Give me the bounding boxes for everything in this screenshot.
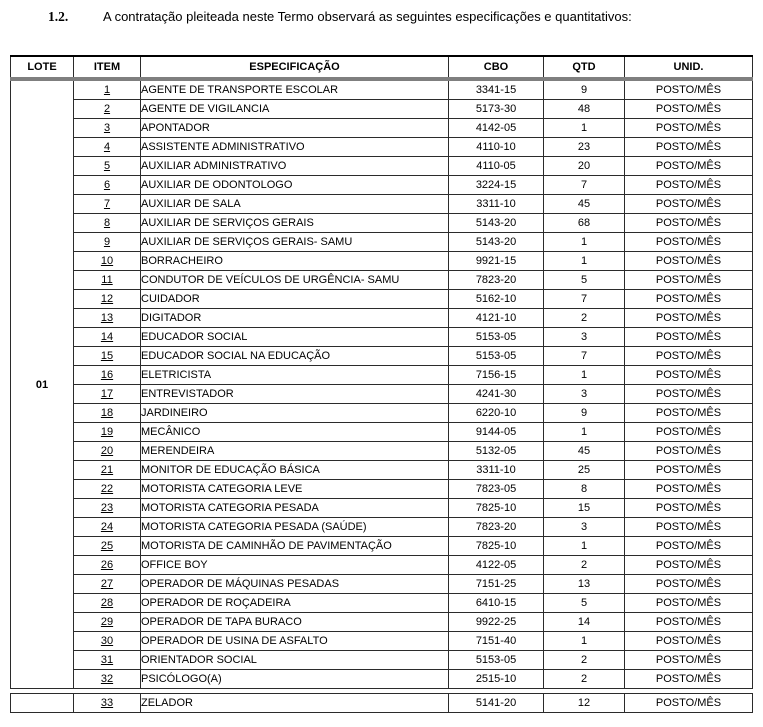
table-row: [11, 613, 753, 632]
cbo-cell: 9922-25: [449, 613, 544, 632]
qtd-cell: 7: [544, 347, 625, 366]
unid-cell: POSTO/MÊS: [625, 537, 753, 556]
unid-cell: POSTO/MÊS: [625, 461, 753, 480]
especificacao-cell: AUXILIAR DE SERVIÇOS GERAIS- SAMU: [141, 233, 449, 252]
item-cell: 33: [74, 694, 141, 713]
table-row: [11, 271, 753, 290]
qtd-cell: 5: [544, 271, 625, 290]
item-cell: 11: [74, 271, 141, 290]
cbo-cell: 2515-10: [449, 670, 544, 689]
table-row: [11, 499, 753, 518]
item-cell: 24: [74, 518, 141, 537]
qtd-cell: 3: [544, 518, 625, 537]
especificacao-cell: AGENTE DE TRANSPORTE ESCOLAR: [141, 79, 449, 100]
item-cell: 28: [74, 594, 141, 613]
qtd-cell: 2: [544, 309, 625, 328]
table-row: [11, 233, 753, 252]
qtd-cell: 9: [544, 404, 625, 423]
qtd-cell: 45: [544, 195, 625, 214]
qtd-cell: 48: [544, 100, 625, 119]
spec-table: [10, 55, 753, 689]
qtd-cell: 1: [544, 233, 625, 252]
item-cell: 8: [74, 214, 141, 233]
especificacao-cell: OPERADOR DE MÁQUINAS PESADAS: [141, 575, 449, 594]
cbo-cell: 5132-05: [449, 442, 544, 461]
col-header-qtd: QTD: [544, 56, 625, 79]
especificacao-cell: JARDINEIRO: [141, 404, 449, 423]
table-row: [11, 442, 753, 461]
table-row: [11, 385, 753, 404]
item-cell: 5: [74, 157, 141, 176]
table-row: [11, 100, 753, 119]
item-cell: 29: [74, 613, 141, 632]
qtd-cell: 23: [544, 138, 625, 157]
cbo-cell: 6410-15: [449, 594, 544, 613]
unid-cell: POSTO/MÊS: [625, 670, 753, 689]
item-cell: 27: [74, 575, 141, 594]
unid-cell: POSTO/MÊS: [625, 632, 753, 651]
table-row: [11, 594, 753, 613]
item-cell: 6: [74, 176, 141, 195]
item-cell: 19: [74, 423, 141, 442]
unid-cell: POSTO/MÊS: [625, 138, 753, 157]
table-row: [11, 157, 753, 176]
especificacao-cell: OPERADOR DE USINA DE ASFALTO: [141, 632, 449, 651]
especificacao-cell: AUXILIAR ADMINISTRATIVO: [141, 157, 449, 176]
qtd-cell: 1: [544, 119, 625, 138]
item-cell: 18: [74, 404, 141, 423]
especificacao-cell: MERENDEIRA: [141, 442, 449, 461]
item-cell: 30: [74, 632, 141, 651]
table-row: [11, 651, 753, 670]
section-number: 1.2.: [48, 9, 69, 24]
qtd-cell: 2: [544, 670, 625, 689]
item-cell: 12: [74, 290, 141, 309]
table-row: [11, 537, 753, 556]
item-cell: 14: [74, 328, 141, 347]
unid-cell: POSTO/MÊS: [625, 499, 753, 518]
especificacao-cell: ASSISTENTE ADMINISTRATIVO: [141, 138, 449, 157]
especificacao-cell: BORRACHEIRO: [141, 252, 449, 271]
cbo-cell: 6220-10: [449, 404, 544, 423]
table-row: [11, 518, 753, 537]
cbo-cell: 5153-05: [449, 347, 544, 366]
qtd-cell: 2: [544, 556, 625, 575]
spec-table-continuation: [10, 693, 753, 713]
especificacao-cell: CONDUTOR DE VEÍCULOS DE URGÊNCIA- SAMU: [141, 271, 449, 290]
unid-cell: POSTO/MÊS: [625, 119, 753, 138]
qtd-cell: 15: [544, 499, 625, 518]
unid-cell: POSTO/MÊS: [625, 694, 753, 713]
unid-cell: POSTO/MÊS: [625, 480, 753, 499]
cbo-cell: 3224-15: [449, 176, 544, 195]
unid-cell: POSTO/MÊS: [625, 347, 753, 366]
item-cell: 16: [74, 366, 141, 385]
continuation-body: [11, 694, 753, 713]
especificacao-cell: PSICÓLOGO(A): [141, 670, 449, 689]
table-row: [11, 176, 753, 195]
table-row: [11, 79, 753, 100]
item-cell: 13: [74, 309, 141, 328]
cbo-cell: 4110-10: [449, 138, 544, 157]
item-cell: 7: [74, 195, 141, 214]
unid-cell: POSTO/MÊS: [625, 309, 753, 328]
cbo-cell: 5143-20: [449, 233, 544, 252]
item-cell: 9: [74, 233, 141, 252]
table-row: [11, 195, 753, 214]
qtd-cell: 25: [544, 461, 625, 480]
item-cell: 26: [74, 556, 141, 575]
item-cell: 21: [74, 461, 141, 480]
unid-cell: POSTO/MÊS: [625, 442, 753, 461]
especificacao-cell: AUXILIAR DE SALA: [141, 195, 449, 214]
cbo-cell: 4142-05: [449, 119, 544, 138]
qtd-cell: 8: [544, 480, 625, 499]
item-cell: 20: [74, 442, 141, 461]
col-header-especificacao: ESPECIFICAÇÃO: [141, 56, 449, 79]
table-row: [11, 694, 753, 713]
item-cell: 23: [74, 499, 141, 518]
unid-cell: POSTO/MÊS: [625, 195, 753, 214]
qtd-cell: 3: [544, 385, 625, 404]
especificacao-cell: OPERADOR DE TAPA BURACO: [141, 613, 449, 632]
table-row: [11, 290, 753, 309]
col-header-cbo: CBO: [449, 56, 544, 79]
table-row: [11, 309, 753, 328]
cbo-cell: 7825-10: [449, 499, 544, 518]
unid-cell: POSTO/MÊS: [625, 385, 753, 404]
item-cell: 22: [74, 480, 141, 499]
cbo-cell: 7825-10: [449, 537, 544, 556]
especificacao-cell: AGENTE DE VIGILANCIA: [141, 100, 449, 119]
unid-cell: POSTO/MÊS: [625, 100, 753, 119]
especificacao-cell: APONTADOR: [141, 119, 449, 138]
unid-cell: POSTO/MÊS: [625, 157, 753, 176]
qtd-cell: 1: [544, 252, 625, 271]
especificacao-cell: AUXILIAR DE SERVIÇOS GERAIS: [141, 214, 449, 233]
unid-cell: POSTO/MÊS: [625, 79, 753, 100]
cbo-cell: 4241-30: [449, 385, 544, 404]
cbo-cell: 3311-10: [449, 461, 544, 480]
unid-cell: POSTO/MÊS: [625, 290, 753, 309]
unid-cell: POSTO/MÊS: [625, 423, 753, 442]
cbo-cell: 5143-20: [449, 214, 544, 233]
qtd-cell: 45: [544, 442, 625, 461]
table-row: [11, 575, 753, 594]
qtd-cell: 68: [544, 214, 625, 233]
cbo-cell: 3311-10: [449, 195, 544, 214]
especificacao-cell: CUIDADOR: [141, 290, 449, 309]
table-row: [11, 423, 753, 442]
especificacao-cell: EDUCADOR SOCIAL NA EDUCAÇÃO: [141, 347, 449, 366]
qtd-cell: 1: [544, 423, 625, 442]
table-row: [11, 366, 753, 385]
especificacao-cell: ZELADOR: [141, 694, 449, 713]
cbo-cell: 4122-05: [449, 556, 544, 575]
cbo-cell: 5141-20: [449, 694, 544, 713]
qtd-cell: 20: [544, 157, 625, 176]
especificacao-cell: MOTORISTA CATEGORIA LEVE: [141, 480, 449, 499]
table-row: [11, 461, 753, 480]
section-heading-text: A contratação pleiteada neste Termo observará as seguintes especificações e quantitativos:: [103, 9, 632, 24]
cbo-cell: 9144-05: [449, 423, 544, 442]
cbo-cell: 5153-05: [449, 651, 544, 670]
qtd-cell: 14: [544, 613, 625, 632]
qtd-cell: 7: [544, 290, 625, 309]
item-cell: 10: [74, 252, 141, 271]
especificacao-cell: OPERADOR DE ROÇADEIRA: [141, 594, 449, 613]
qtd-cell: 9: [544, 79, 625, 100]
unid-cell: POSTO/MÊS: [625, 575, 753, 594]
cbo-cell: 5162-10: [449, 290, 544, 309]
cbo-cell: 7156-15: [449, 366, 544, 385]
col-header-unid: UNID.: [625, 56, 753, 79]
especificacao-cell: MECÂNICO: [141, 423, 449, 442]
cbo-cell: 7823-05: [449, 480, 544, 499]
item-cell: 4: [74, 138, 141, 157]
unid-cell: POSTO/MÊS: [625, 556, 753, 575]
especificacao-cell: MOTORISTA DE CAMINHÃO DE PAVIMENTAÇÃO: [141, 537, 449, 556]
unid-cell: POSTO/MÊS: [625, 233, 753, 252]
especificacao-cell: DIGITADOR: [141, 309, 449, 328]
table-row: [11, 252, 753, 271]
table-row: [11, 670, 753, 689]
item-cell: 17: [74, 385, 141, 404]
especificacao-cell: AUXILIAR DE ODONTOLOGO: [141, 176, 449, 195]
cbo-cell: 7823-20: [449, 518, 544, 537]
item-cell: 15: [74, 347, 141, 366]
especificacao-cell: MOTORISTA CATEGORIA PESADA (SAÚDE): [141, 518, 449, 537]
table-body: [11, 79, 753, 689]
unid-cell: POSTO/MÊS: [625, 176, 753, 195]
item-cell: 32: [74, 670, 141, 689]
item-cell: 31: [74, 651, 141, 670]
table-row: [11, 556, 753, 575]
cbo-cell: 9921-15: [449, 252, 544, 271]
unid-cell: POSTO/MÊS: [625, 214, 753, 233]
table-row: [11, 347, 753, 366]
cbo-cell: 3341-15: [449, 79, 544, 100]
unid-cell: POSTO/MÊS: [625, 271, 753, 290]
lote-cell-empty: [11, 694, 74, 713]
table-row: [11, 632, 753, 651]
especificacao-cell: OFFICE BOY: [141, 556, 449, 575]
table-row: [11, 328, 753, 347]
qtd-cell: 5: [544, 594, 625, 613]
col-header-item: ITEM: [74, 56, 141, 79]
unid-cell: POSTO/MÊS: [625, 613, 753, 632]
qtd-cell: 12: [544, 694, 625, 713]
item-cell: 3: [74, 119, 141, 138]
especificacao-cell: MOTORISTA CATEGORIA PESADA: [141, 499, 449, 518]
table-row: [11, 138, 753, 157]
item-cell: 25: [74, 537, 141, 556]
qtd-cell: 7: [544, 176, 625, 195]
section-heading: [48, 8, 632, 25]
especificacao-cell: ORIENTADOR SOCIAL: [141, 651, 449, 670]
cbo-cell: 7151-40: [449, 632, 544, 651]
especificacao-cell: ENTREVISTADOR: [141, 385, 449, 404]
table-row: [11, 119, 753, 138]
table-row: [11, 480, 753, 499]
qtd-cell: 2: [544, 651, 625, 670]
unid-cell: POSTO/MÊS: [625, 252, 753, 271]
unid-cell: POSTO/MÊS: [625, 404, 753, 423]
cbo-cell: 4110-05: [449, 157, 544, 176]
cbo-cell: 7151-25: [449, 575, 544, 594]
cbo-cell: 4121-10: [449, 309, 544, 328]
col-header-lote: LOTE: [11, 56, 74, 79]
table-row: [11, 214, 753, 233]
especificacao-cell: EDUCADOR SOCIAL: [141, 328, 449, 347]
item-cell: 1: [74, 79, 141, 100]
especificacao-cell: ELETRICISTA: [141, 366, 449, 385]
cbo-cell: 5173-30: [449, 100, 544, 119]
cbo-cell: 5153-05: [449, 328, 544, 347]
especificacao-cell: MONITOR DE EDUCAÇÃO BÁSICA: [141, 461, 449, 480]
unid-cell: POSTO/MÊS: [625, 651, 753, 670]
table-row: [11, 404, 753, 423]
qtd-cell: 13: [544, 575, 625, 594]
unid-cell: POSTO/MÊS: [625, 328, 753, 347]
lote-cell: 01: [11, 79, 74, 689]
qtd-cell: 1: [544, 632, 625, 651]
table-header-row: [11, 56, 753, 79]
qtd-cell: 1: [544, 537, 625, 556]
unid-cell: POSTO/MÊS: [625, 366, 753, 385]
unid-cell: POSTO/MÊS: [625, 518, 753, 537]
qtd-cell: 1: [544, 366, 625, 385]
qtd-cell: 3: [544, 328, 625, 347]
item-cell: 2: [74, 100, 141, 119]
cbo-cell: 7823-20: [449, 271, 544, 290]
unid-cell: POSTO/MÊS: [625, 594, 753, 613]
